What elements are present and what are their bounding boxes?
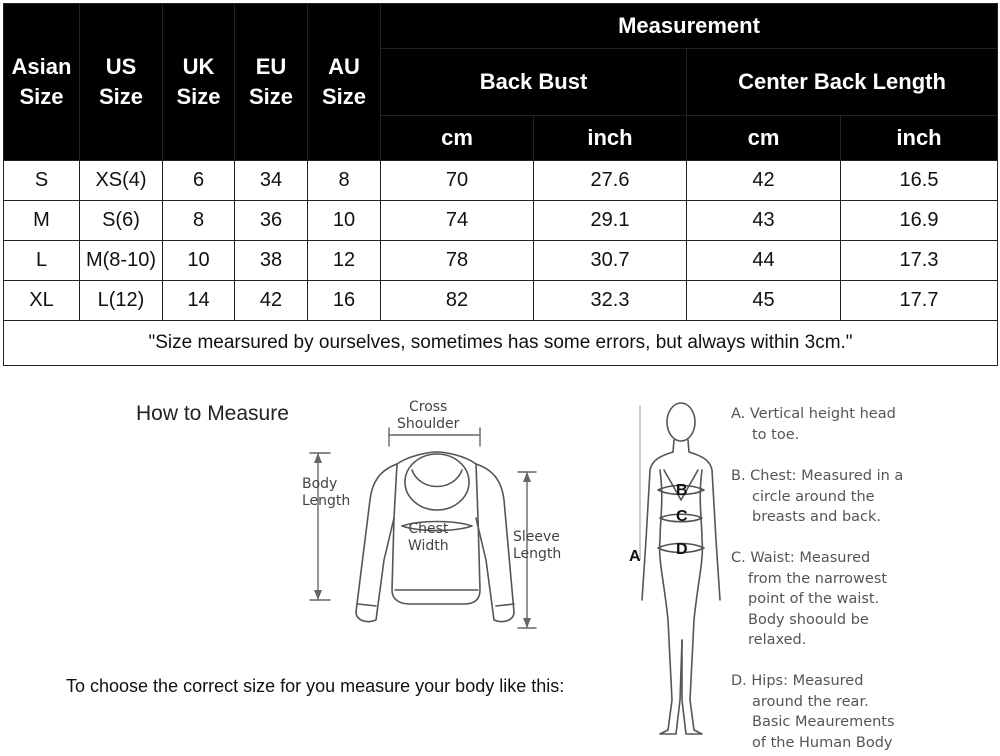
table-cell: 10 — [163, 241, 235, 281]
table-cell: 8 — [308, 161, 381, 201]
header-uk-size: UK Size — [163, 4, 235, 161]
table-cell: 10 — [308, 201, 381, 241]
table-cell: 14 — [163, 281, 235, 321]
table-cell: 34 — [235, 161, 308, 201]
table-cell: 45 — [687, 281, 841, 321]
table-cell: 17.3 — [841, 241, 998, 281]
table-cell: 6 — [163, 161, 235, 201]
header-unit-cm: cm — [687, 116, 841, 161]
sleeve-length-label: Sleeve Length — [513, 529, 562, 562]
table-cell: S(6) — [80, 201, 163, 241]
header-asian-size: Asian Size — [4, 4, 80, 161]
choose-size-instruction: To choose the correct size for you measure your body like this: — [66, 676, 565, 696]
table-cell: S — [4, 161, 80, 201]
point-b-marker: B — [676, 482, 688, 499]
table-cell: 27.6 — [534, 161, 687, 201]
legend-b: B. Chest: Measured in a circle around the breasts and back. — [731, 468, 904, 525]
table-cell: 42 — [235, 281, 308, 321]
table-cell: L(12) — [80, 281, 163, 321]
table-cell: 82 — [381, 281, 534, 321]
point-d-marker: D — [676, 541, 688, 558]
table-cell: 17.7 — [841, 281, 998, 321]
table-cell: 43 — [687, 201, 841, 241]
table-cell: 30.7 — [534, 241, 687, 281]
header-unit-inch: inch — [534, 116, 687, 161]
legend-c: C. Waist: Measured from the narrowest point of the waist. Body shoould be relaxed. — [731, 550, 888, 648]
header-unit-inch: inch — [841, 116, 998, 161]
table-cell: 44 — [687, 241, 841, 281]
table-cell: XL — [4, 281, 80, 321]
table-cell: 16 — [308, 281, 381, 321]
table-cell: XS(4) — [80, 161, 163, 201]
header-measurement: Measurement — [381, 4, 998, 49]
table-cell: M(8-10) — [80, 241, 163, 281]
legend-a: A. Vertical height head to toe. — [731, 406, 896, 443]
measurement-note: "Size mearsured by ourselves, sometimes has some errors, but always within 3cm." — [4, 321, 998, 366]
table-cell: 36 — [235, 201, 308, 241]
header-au-size: AU Size — [308, 4, 381, 161]
table-cell: 32.3 — [534, 281, 687, 321]
table-cell: 29.1 — [534, 201, 687, 241]
table-cell: 8 — [163, 201, 235, 241]
header-center-back-length: Center Back Length — [687, 49, 998, 116]
header-eu-size: EU Size — [235, 4, 308, 161]
table-cell: L — [4, 241, 80, 281]
table-cell: 70 — [381, 161, 534, 201]
header-unit-cm: cm — [381, 116, 534, 161]
cross-shoulder-label: Cross Shoulder — [397, 399, 460, 432]
table-cell: 12 — [308, 241, 381, 281]
table-cell: 78 — [381, 241, 534, 281]
body-figure — [640, 403, 720, 734]
legend-d: D. Hips: Measured around the rear. Basic Meaurements of the Human Body — [731, 673, 895, 751]
table-cell: 42 — [687, 161, 841, 201]
point-a-marker: A — [629, 548, 641, 565]
how-to-measure-title: How to Measure — [136, 402, 289, 425]
table-cell: M — [4, 201, 80, 241]
point-c-marker: C — [676, 508, 688, 525]
header-back-bust: Back Bust — [381, 49, 687, 116]
chest-width-label: Chest Width — [408, 521, 449, 554]
header-us-size: US Size — [80, 4, 163, 161]
body-length-label: Body Length — [302, 476, 351, 509]
table-cell: 16.9 — [841, 201, 998, 241]
table-cell: 16.5 — [841, 161, 998, 201]
table-cell: 74 — [381, 201, 534, 241]
table-cell: 38 — [235, 241, 308, 281]
